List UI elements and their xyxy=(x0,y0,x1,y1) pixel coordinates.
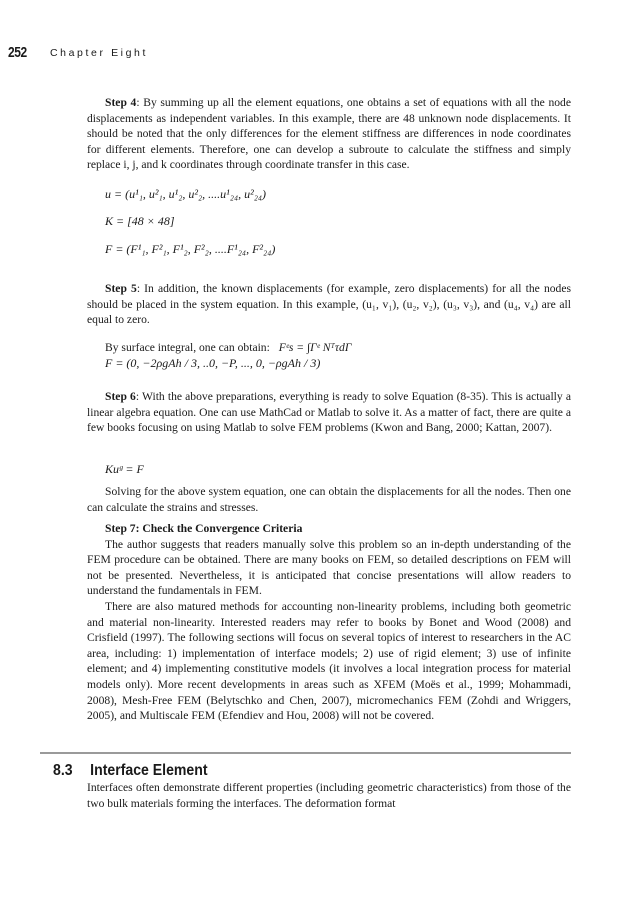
equation-u: u = (u¹₁, u²₁, u¹₂, u²₂, ....u¹₂₄, u²₂₄) xyxy=(105,187,267,201)
step6-text: : With the above preparations, everything is ready to solve Equation (8-35). This is actually a linear algebra equation. One can use MathCad or Matlab to solve it. As a matter of fact, there are quite a few books focusing on using Matlab to solve FEM problems (Kwon and Bang, 2000; Kattan, 2007). xyxy=(87,390,571,435)
step7-para1: The author suggests that readers manually solve this problem so an in-depth understanding of the FEM procedure can be obtained. There are many books on FEM, so detailed descriptions on FEM will not be presented. Nevertheless, it is anticipated that concise presentations will allow readers to understand the fundamentals in FEM. xyxy=(87,537,571,598)
page-number: 252 xyxy=(8,44,27,61)
section-divider xyxy=(40,752,571,754)
equation-f: F = (F¹₁, F²₁, F¹₂, F²₂, ....F¹₂₄, F²₂₄) xyxy=(105,242,276,256)
step4-text: : By summing up all the element equations, one obtains a set of equations with all the node displacements as independent variables. In this example, there are 48 unknown node displacements. It should be noted that the only differences for the element stiffness are differences in node coordinates for different elements. Therefore, one can develop a subroute to calculate the stiffness and simply replace i, j, and k coordinates through coordinate transfer in this case. xyxy=(87,96,571,172)
section-heading xyxy=(53,762,208,780)
step7-block xyxy=(87,521,571,724)
solving-paragraph xyxy=(87,484,571,515)
equation-f2: F = (0, −2ρgAh / 3, ..0, −P, ..., 0, −ρgAh / 3) xyxy=(105,356,321,370)
step6-paragraph xyxy=(87,389,571,436)
step5-text: : In addition, the known displacements (for example, zero displacements) for all the nodes should be placed in the system equation. In this example, (u₁, v₁), (u₂, v₂), (u₃, v₃), and (u₄, v₄) are all equal to zero. xyxy=(87,282,571,327)
equation-fs: Fᵉs = ∫Γᵉ NᵀτdΓ xyxy=(278,341,352,354)
step6-label: Step 6 xyxy=(105,390,136,403)
equation-ku: Kuᵍ = F xyxy=(105,462,144,476)
step7-para2: There are also matured methods for accounting non-linearity problems, including both geometric and material non-linearity. Interested readers may refer to books by Bonet and Wood (2008) and Crisfield (1997). The following sections will focus on several topics of interest to researchers in the AC area, including: 1) implementation of interface models; 2) use of rigid element; 3) use of infinite element; and 4) implementing constitutive models (it involves a local integration process for material models only). More recent developments in areas such as XFEM (Moës et al., 1999; Mohammadi, 2008), Mesh-Free FEM (Belytschko and Chen, 2007), micromechanics FEM (Zohdi and Wriggers, 2005), and Multiscale FEM (Efendiev and Hou, 2008) will not be covered. xyxy=(87,599,571,723)
section-title: Interface Element xyxy=(90,762,208,779)
section-number: 8.3 xyxy=(53,762,73,779)
step5-paragraph xyxy=(87,281,571,328)
section-intro xyxy=(87,780,571,811)
section-text: Interfaces often demonstrate different properties (including geometric characteristics) from those of the two bulk materials forming the interfaces. The deformation format xyxy=(87,781,571,810)
surface-integral-line xyxy=(87,340,571,356)
step7-title: Step 7: Check the Convergence Criteria xyxy=(105,522,303,535)
step4-label: Step 4 xyxy=(105,96,137,109)
chapter-title: Chapter Eight xyxy=(50,47,149,59)
surface-intro: By surface integral, one can obtain: xyxy=(105,341,270,354)
step5-label: Step 5 xyxy=(105,282,137,295)
equation-k: K = [48 × 48] xyxy=(105,214,175,228)
step4-paragraph xyxy=(87,95,571,173)
solving-text: Solving for the above system equation, one can obtain the displacements for all the nodes. Then one can calculate the strains and stresses. xyxy=(87,485,571,514)
